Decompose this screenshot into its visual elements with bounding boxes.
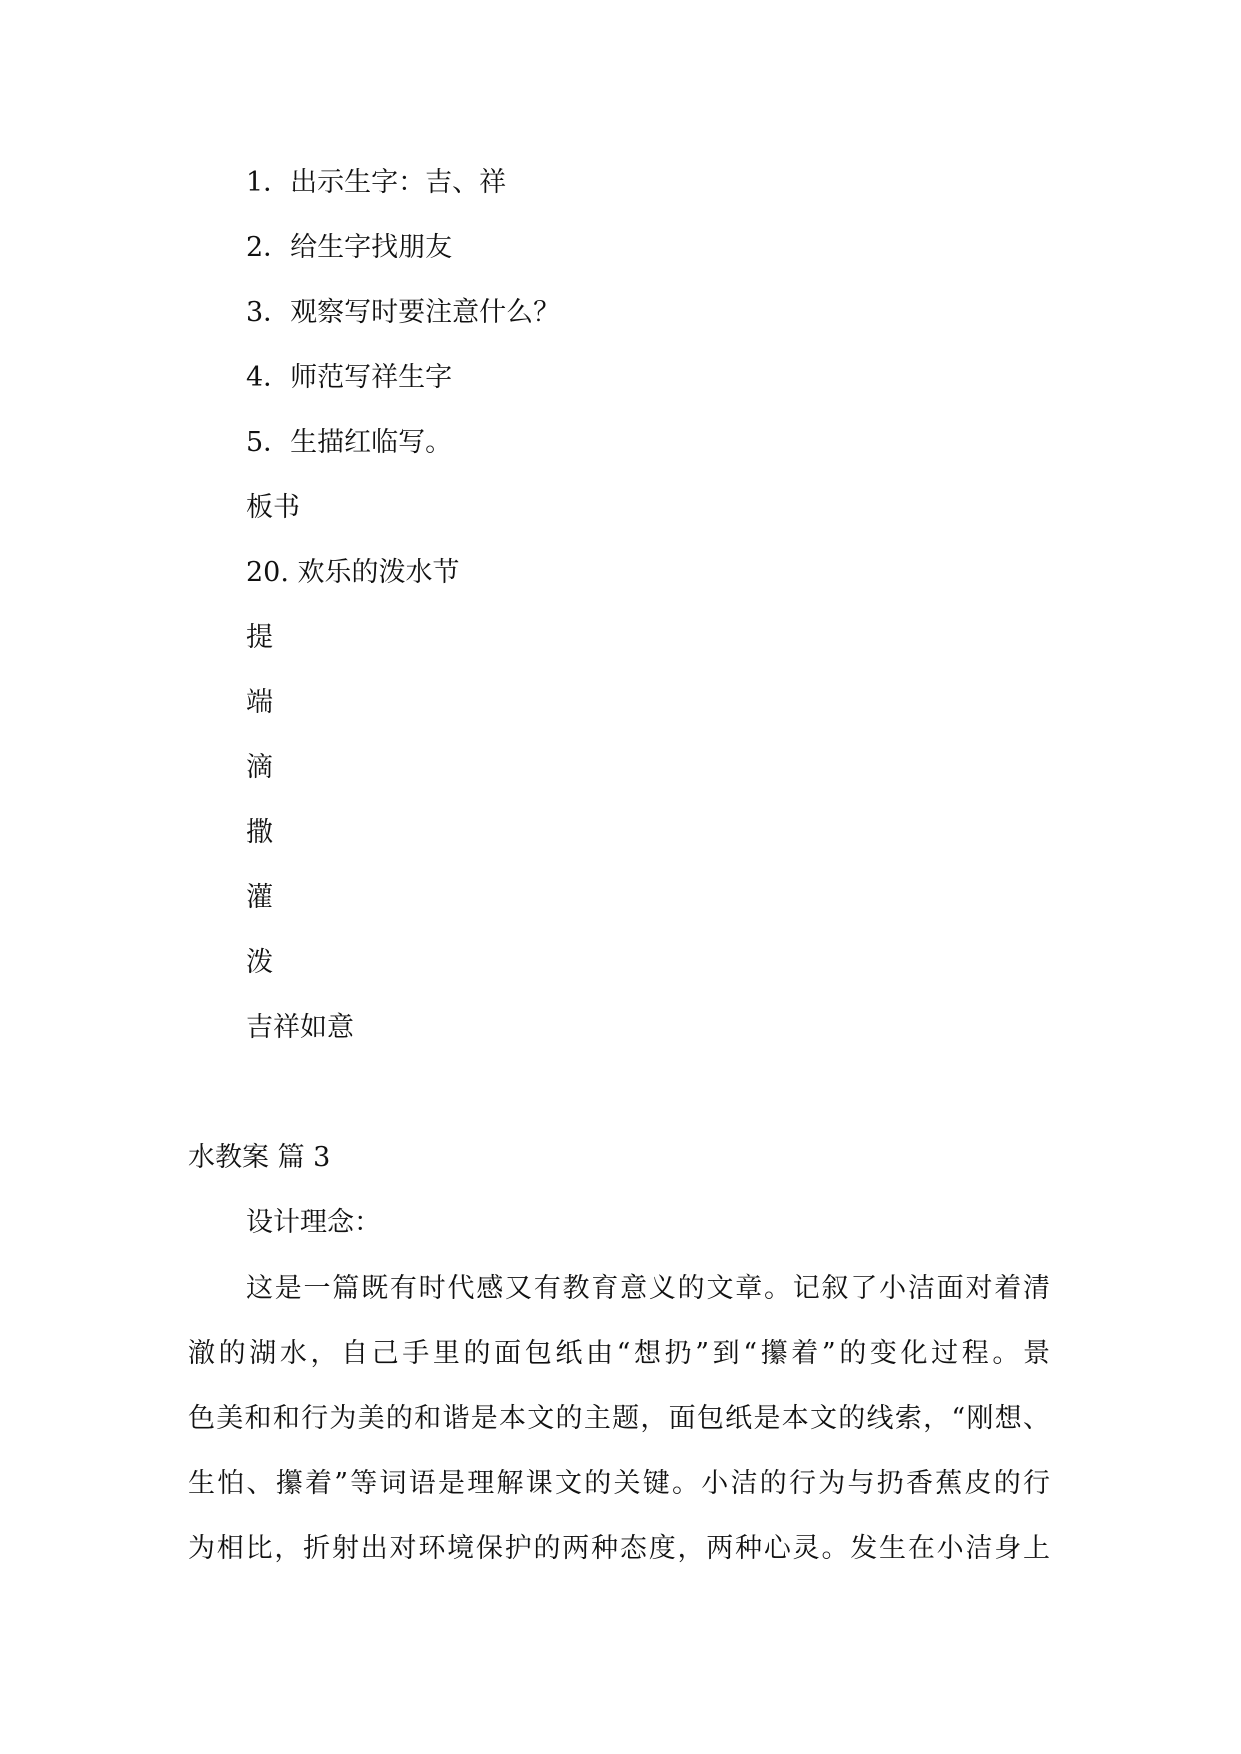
step-3: 3．观察写时要注意什么？	[246, 297, 561, 328]
section-title: 水教案 篇 3	[188, 1142, 331, 1173]
board-lesson-title: 20. 欢乐的泼水节	[246, 557, 460, 588]
design-paragraph	[188, 1256, 1050, 1581]
board-character: 撒	[246, 817, 273, 848]
paragraph-line: 澈的湖水，自己手里的面包纸由“想扔”到“攥着”的变化过程。景	[188, 1338, 1050, 1369]
board-character: 滴	[246, 752, 273, 783]
board-phrase: 吉祥如意	[246, 1012, 354, 1043]
step-4: 4．师范写祥生字	[246, 362, 453, 393]
paragraph-line: 生怕、攥着”等词语是理解课文的关键。小洁的行为与扔香蕉皮的行	[188, 1468, 1050, 1499]
step-1: 1．出示生字：吉、祥	[246, 167, 507, 198]
paragraph-line: 色美和和行为美的和谐是本文的主题，面包纸是本文的线索，“刚想、	[188, 1403, 1050, 1434]
board-character: 提	[246, 622, 273, 653]
section-subheading: 设计理念：	[246, 1207, 381, 1238]
step-5: 5．生描红临写。	[246, 427, 453, 458]
paragraph-line: 为相比，折射出对环境保护的两种态度，两种心灵。发生在小洁身上	[188, 1533, 1050, 1564]
step-2: 2．给生字找朋友	[246, 232, 453, 263]
board-character: 灌	[246, 882, 273, 913]
board-character: 泼	[246, 947, 273, 978]
board-character: 端	[246, 687, 273, 718]
paragraph-line: 这是一篇既有时代感又有教育意义的文章。记叙了小洁面对着清	[246, 1273, 1050, 1304]
board-heading: 板书	[246, 492, 300, 523]
